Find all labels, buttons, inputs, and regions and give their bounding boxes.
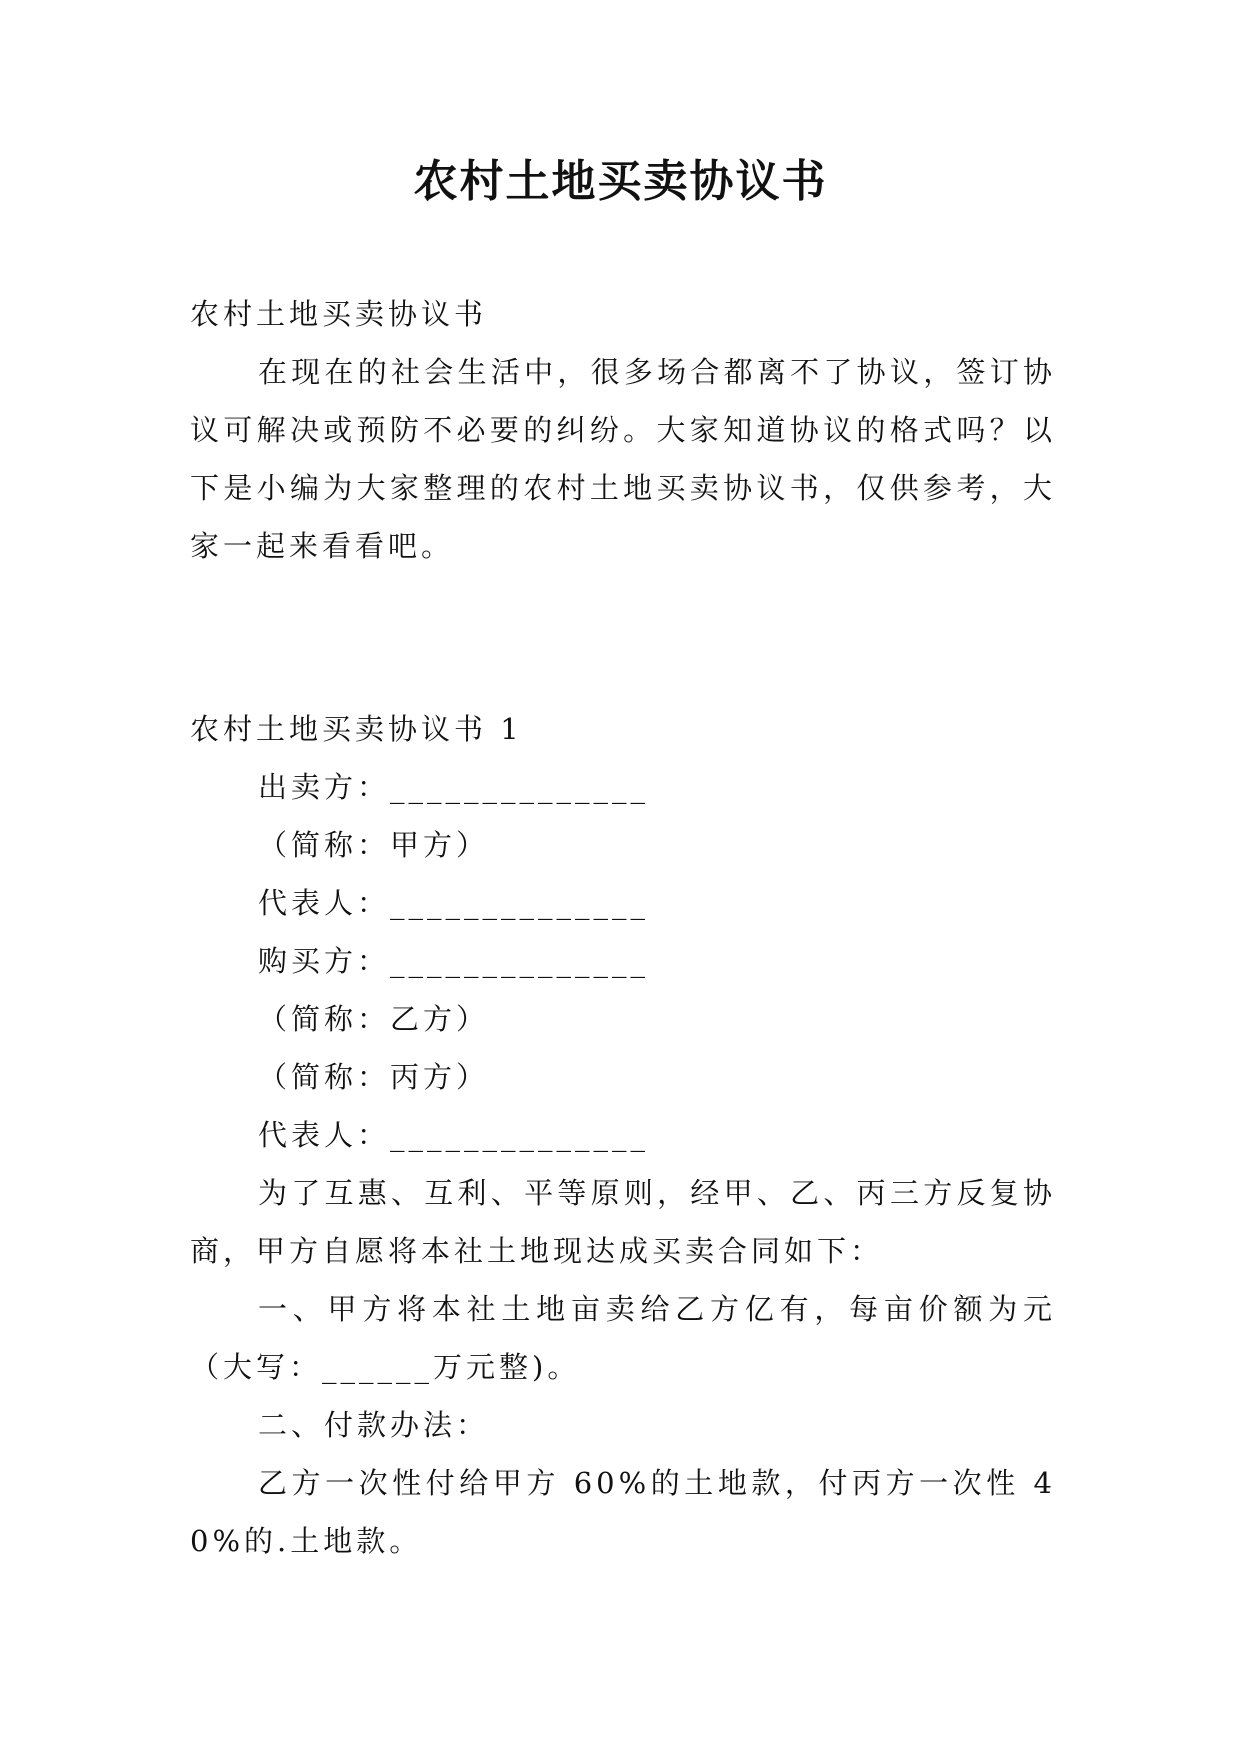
agreement-section-1 xyxy=(190,700,1056,1570)
intro-heading: 农村土地买卖协议书 xyxy=(190,297,488,331)
third-party-abbrev-line: （简称：丙方） xyxy=(258,1060,490,1094)
intro-section xyxy=(190,285,1056,575)
buyer-abbrev-line: （简称：乙方） xyxy=(258,1002,490,1036)
preamble-paragraph: 为了互惠、互利、平等原则，经甲、乙、丙三方反复协商，甲方自愿将本社土地现达成买卖合同如下： xyxy=(190,1176,1056,1268)
buyer-line: 购买方：______________ xyxy=(258,944,650,978)
intro-paragraph: 在现在的社会生活中，很多场合都离不了协议，签订协议可解决或预防不必要的纠纷。大家知道协议的格式吗？以下是小编为大家整理的农村土地买卖协议书，仅供参考，大家一起来看看吧。 xyxy=(190,355,1056,563)
clause-1: 一、甲方将本社土地亩卖给乙方亿有，每亩价额为元（大写：______万元整)。 xyxy=(190,1292,1056,1384)
seller-abbrev-line: （简称：甲方） xyxy=(258,828,490,862)
seller-line: 出卖方：______________ xyxy=(258,770,650,804)
clause-2-text: 乙方一次性付给甲方 60%的土地款，付丙方一次性 40%的.土地款。 xyxy=(190,1466,1056,1558)
seller-representative-line: 代表人：______________ xyxy=(258,886,650,920)
section-heading: 农村土地买卖协议书 1 xyxy=(190,712,523,746)
buyer-representative-line: 代表人：______________ xyxy=(258,1118,650,1152)
clause-2-title: 二、付款办法： xyxy=(258,1408,490,1442)
document-title: 农村土地买卖协议书 xyxy=(413,156,828,207)
